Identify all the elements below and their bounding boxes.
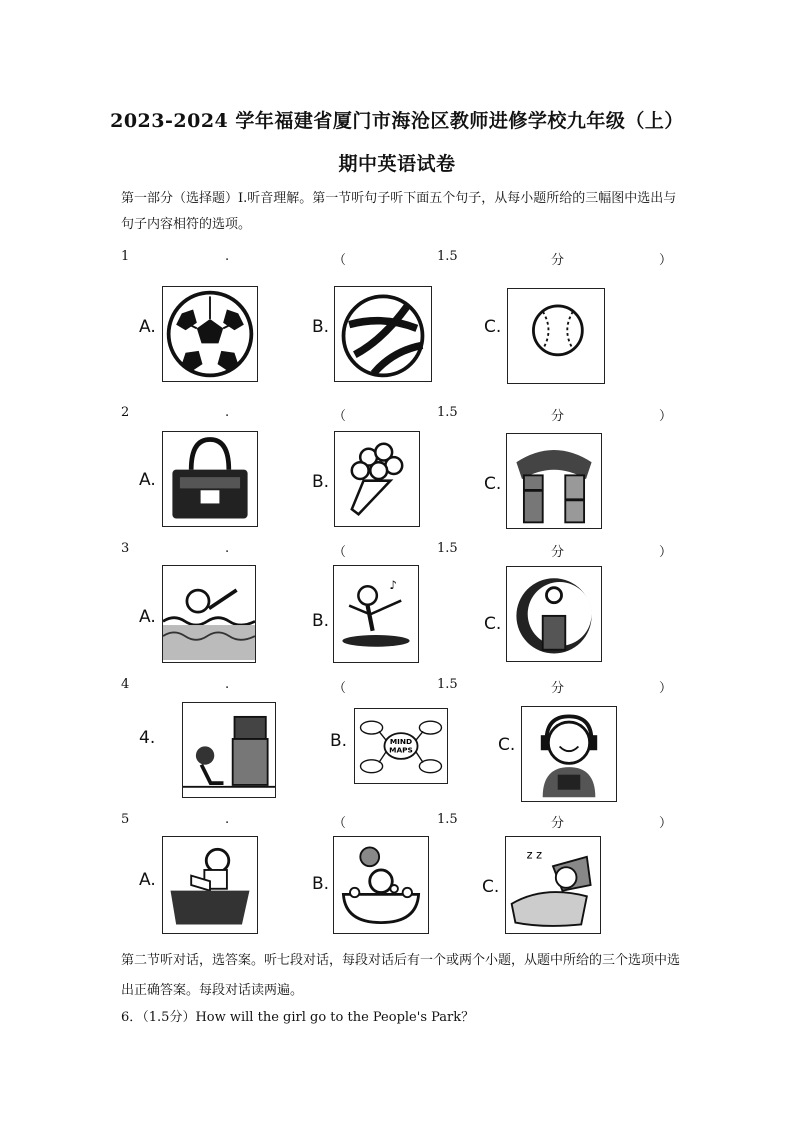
flower-bouquet-icon bbox=[334, 431, 420, 527]
option-letter: A. bbox=[139, 470, 156, 490]
page-subtitle: 期中英语试卷 bbox=[338, 153, 456, 175]
bathing-icon bbox=[333, 836, 429, 934]
score-points: 1.5 bbox=[437, 812, 458, 827]
score-close: ） bbox=[659, 816, 673, 831]
swimming-icon bbox=[162, 565, 256, 663]
question-number: 1 bbox=[121, 249, 130, 264]
score-close: ） bbox=[659, 545, 673, 560]
score-close: ） bbox=[659, 253, 673, 268]
option-letter: A. bbox=[139, 317, 156, 337]
score-points: 1.5 bbox=[437, 677, 458, 692]
question-number: 3 bbox=[121, 541, 130, 556]
question-number: 4 bbox=[121, 677, 130, 692]
skateboard-dance-icon bbox=[333, 565, 419, 663]
option-letter: B. bbox=[312, 472, 330, 492]
option-letter: C. bbox=[484, 317, 502, 337]
svg-text:♪: ♪ bbox=[389, 577, 397, 592]
listening-headphones-icon bbox=[521, 706, 617, 802]
handbag-icon bbox=[162, 431, 258, 527]
option-letter: 4. bbox=[139, 728, 156, 748]
score-unit: 分 bbox=[551, 681, 565, 696]
question-6: 6．（1.5分）How will the girl go to the People's Park？ bbox=[121, 1010, 475, 1025]
scarf-icon bbox=[506, 433, 602, 529]
score-open: （ bbox=[333, 253, 347, 268]
option-letter: A. bbox=[139, 870, 156, 890]
mind-map-icon bbox=[354, 708, 448, 784]
reading-at-desk-icon bbox=[162, 836, 258, 934]
score-points: 1.5 bbox=[437, 405, 458, 420]
question-1-row bbox=[121, 249, 673, 268]
score-open: （ bbox=[333, 816, 347, 831]
option-letter: C. bbox=[484, 614, 502, 634]
question-number: 5 bbox=[121, 812, 130, 827]
score-open: （ bbox=[333, 681, 347, 696]
sleep-zzz: z z bbox=[526, 848, 543, 862]
question-dot: . bbox=[225, 249, 230, 264]
question-dot: . bbox=[225, 812, 230, 827]
page-title: 2023-2024 学年福建省厦门市海沧区教师进修学校九年级（上） bbox=[110, 110, 684, 132]
score-points: 1.5 bbox=[437, 541, 458, 556]
score-points: 1.5 bbox=[437, 249, 458, 264]
mind-map-label-1: MIND bbox=[389, 737, 413, 747]
watching-tv-icon bbox=[182, 702, 276, 798]
option-letter: B. bbox=[312, 611, 330, 631]
question-dot: . bbox=[225, 677, 230, 692]
score-open: （ bbox=[333, 409, 347, 424]
mind-map-label-2: MAPS bbox=[389, 745, 413, 755]
score-open: （ bbox=[333, 545, 347, 560]
score-unit: 分 bbox=[551, 545, 565, 560]
question-dot: . bbox=[225, 541, 230, 556]
option-letter: B. bbox=[312, 874, 330, 894]
score-unit: 分 bbox=[551, 253, 565, 268]
option-letter: A. bbox=[139, 607, 156, 627]
speech-podium-icon bbox=[506, 566, 602, 662]
question-2-row bbox=[121, 405, 673, 424]
question-5-row bbox=[121, 812, 673, 831]
baseball-icon bbox=[507, 288, 605, 384]
score-close: ） bbox=[659, 409, 673, 424]
soccer-ball-icon bbox=[162, 286, 258, 382]
option-letter: B. bbox=[312, 317, 330, 337]
volleyball-icon bbox=[334, 286, 432, 382]
option-letter: B. bbox=[330, 731, 348, 751]
score-unit: 分 bbox=[551, 816, 565, 831]
option-letter: C. bbox=[482, 877, 500, 897]
section-2-instructions: 第二节听对话，选答案。听七段对话，每段对话后有一个或两个小题，从题中所给的三个选项中选出正确答案。每段对话读两遍。 bbox=[121, 953, 681, 998]
question-dot: . bbox=[225, 405, 230, 420]
option-letter: C. bbox=[484, 474, 502, 494]
question-3-row bbox=[121, 541, 673, 560]
intro-text: 第一部分（选择题）I.听音理解。第一节听句子听下面五个句子，从每小题所给的三幅图中选出与句子内容相符的选项。 bbox=[121, 191, 677, 232]
score-unit: 分 bbox=[551, 409, 565, 424]
question-number: 2 bbox=[121, 405, 130, 420]
option-letter: C. bbox=[498, 735, 516, 755]
score-close: ） bbox=[659, 681, 673, 696]
sleeping-icon bbox=[505, 836, 601, 934]
question-4-row bbox=[121, 677, 673, 696]
